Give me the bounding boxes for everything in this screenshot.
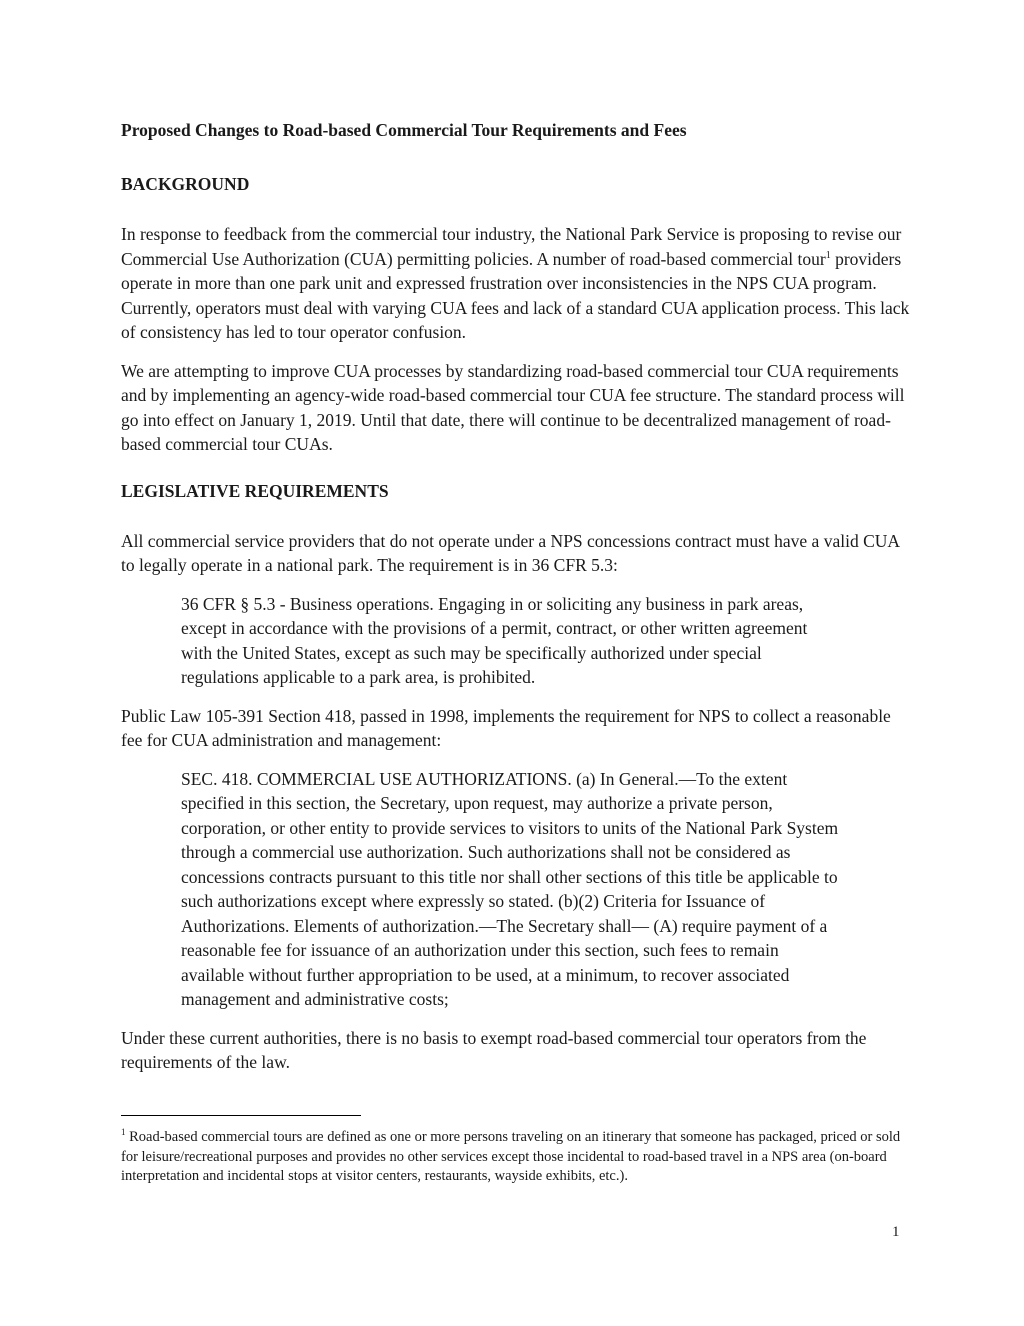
footnote [121, 1128, 911, 1187]
document-body [121, 118, 911, 1089]
background-paragraph-1-text-a: In response to feedback from the commercial tour industry, the National Park Service is proposing to revise our Commercial Use Authorization (CUA) permitting policies. A number of road-based commercial tour [121, 224, 902, 269]
footnote-marker: 1 [121, 1127, 126, 1138]
legislative-paragraph-3: Under these current authorities, there is no basis to exempt road-based commercial tour operators from the requirements of the law. [121, 1027, 867, 1072]
footnote-text: Road-based commercial tours are defined as one or more persons traveling on an itinerary that someone has packaged, priced or sold for leisure/recreational purposes and provides no other services except those incidental to road-based travel in a NPS area (on-board interpretation and incidental stops at visitor centers, restaurants, wayside exhibits, etc.). [121, 1129, 901, 1184]
legislative-paragraph-2: Public Law 105-391 Section 418, passed in 1998, implements the requirement for NPS to collect a reasonable fee for CUA administration and management: [121, 705, 891, 750]
footnote-reference: 1 [825, 249, 831, 261]
legislative-heading: LEGISLATIVE REQUIREMENTS [121, 480, 389, 501]
legislative-paragraph-1: All commercial service providers that do not operate under a NPS concessions contract must have a valid CUA to legally operate in a national park. The requirement is in 36 CFR 5.3: [121, 530, 900, 575]
footnote-divider [121, 1115, 361, 1116]
background-paragraph-1-text-b: providers operate in more than one park unit and expressed frustration over inconsistencies in the NPS CUA program. Currently, operators must deal with varying CUA fees and lack of a standard CUA application process. This lack of consistency has led to tour operator confusion. [121, 248, 910, 342]
page-number: 1 [892, 1224, 900, 1240]
background-heading: BACKGROUND [121, 174, 250, 194]
background-paragraph-2: We are attempting to improve CUA processes by standardizing road-based commercial tour CUA requirements and by implementing an agency-wide road-based commercial tour CUA fee structure. The standard process will go into effect on January 1, 2019. Until that date, there will continue to be decentralized management of road-based commercial tour CUAs. [121, 360, 905, 454]
public-law-quote: SEC. 418. COMMERCIAL USE AUTHORIZATIONS. (a) In General.—To the extent specified in this section, the Secretary, upon request, may authorize a private person, corporation, or other entity to provide services to visitors to units of the National Park System through a commercial use authorization. Such authorizations shall not be considered as concessions contracts pursuant to this title nor shall other sections of this title be applicable to such authorizations except where expressly so stated. (b)(2) Criteria for Issuance of Authorizations. Elements of authorization.—The Secretary shall— (A) require payment of a reasonable fee for issuance of an authorization under this section, such fees to remain available without further appropriation to be used, at a minimum, to recover associated management and administrative costs; [181, 768, 839, 1009]
document-title: Proposed Changes to Road-based Commercial Tour Requirements and Fees [121, 120, 687, 140]
cfr-quote: 36 CFR § 5.3 - Business operations. Engaging in or soliciting any business in park areas, except in accordance with the provisions of a permit, contract, or other written agreement with the United States, except as such may be specifically authorized under special regulations applicable to a park area, is prohibited. [181, 593, 808, 687]
background-paragraph-1 [121, 222, 911, 345]
